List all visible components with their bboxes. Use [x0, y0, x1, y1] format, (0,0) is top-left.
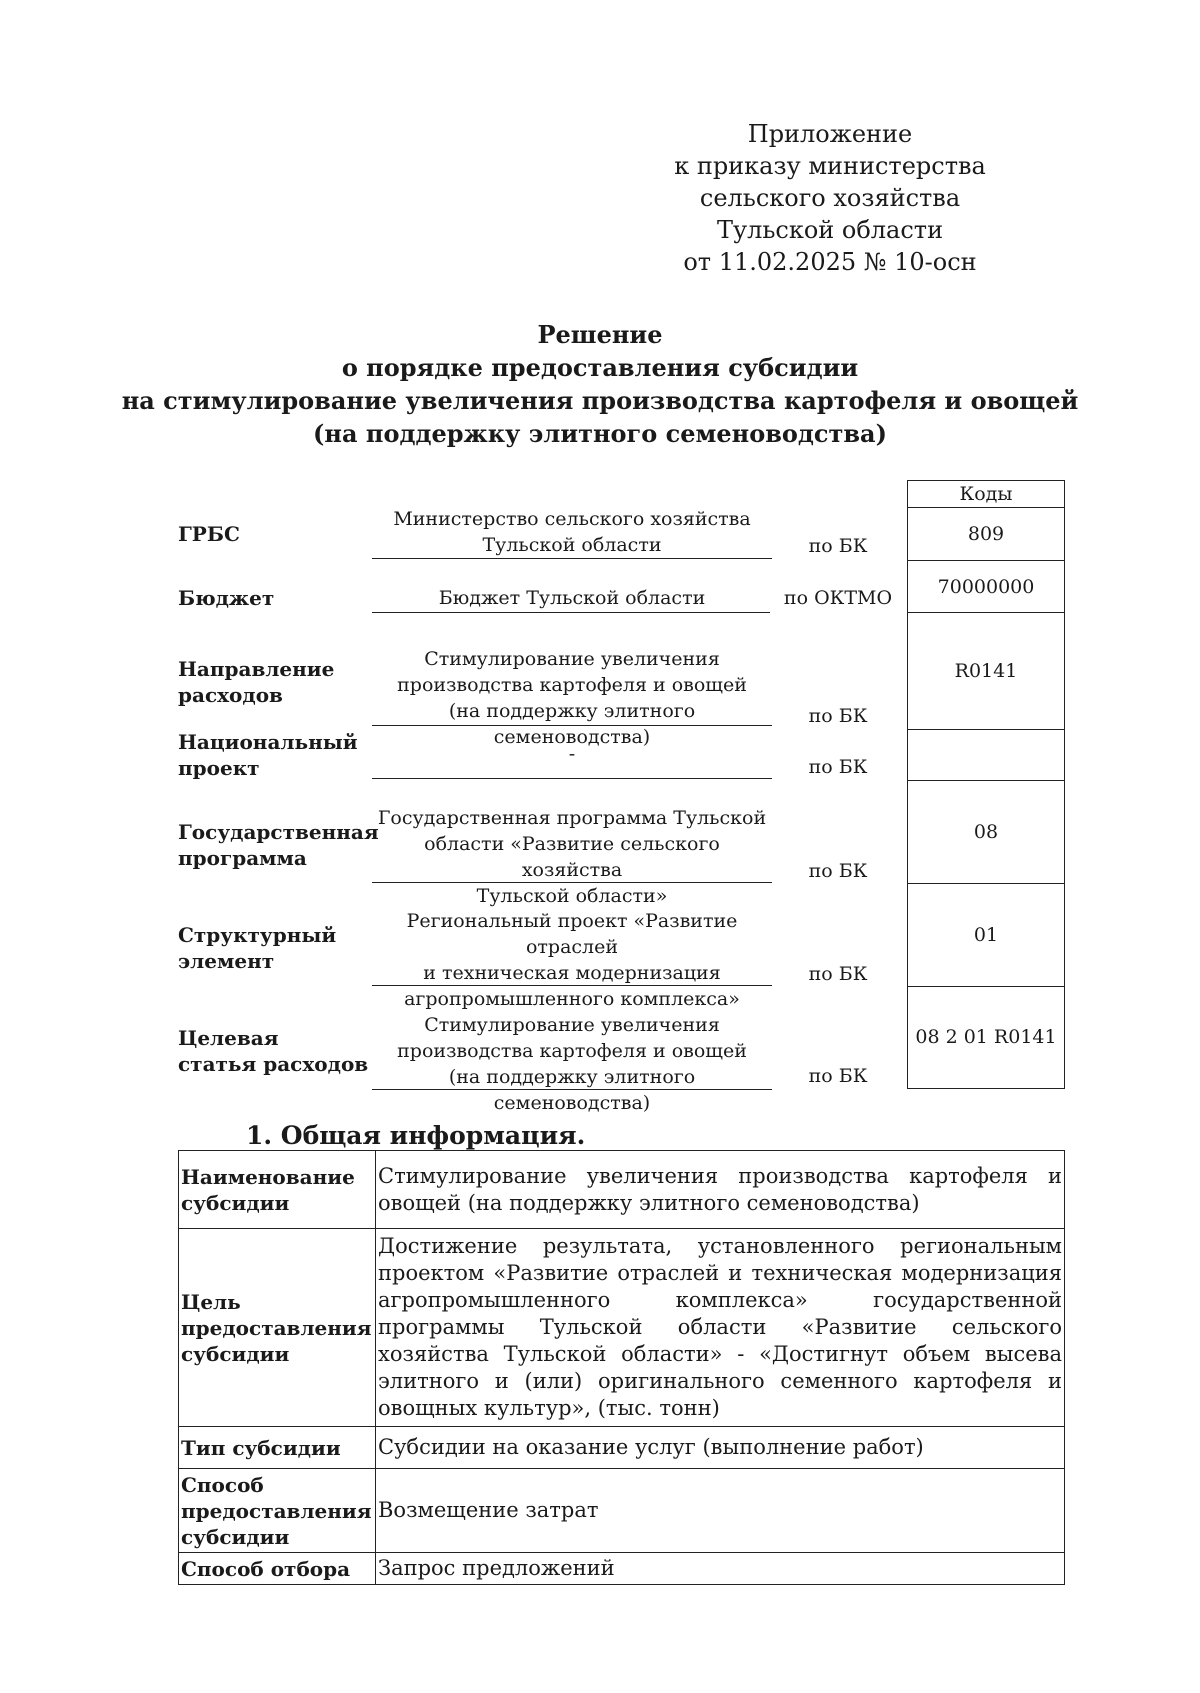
header-label-national-project: Национальный проект: [178, 730, 358, 780]
info-value: Субсидии на оказание услуг (выполнение работ): [376, 1427, 1065, 1469]
codes-table: [907, 480, 1065, 1089]
header-label-grbs: ГРБС: [178, 522, 240, 546]
header-value-structural-element: Региональный проект «Развитие отраслей и техническая модернизация агропромышленного комплекса»: [404, 910, 740, 1010]
table-row: [179, 1151, 1065, 1229]
info-value: Возмещение затрат: [376, 1469, 1065, 1553]
title-line: (на поддержку элитного семеноводства): [313, 419, 887, 448]
section-heading: 1. Общая информация.: [246, 1121, 586, 1150]
code-cell-national-project: [908, 729, 1064, 780]
code-cell-grbs: 809: [908, 507, 1064, 560]
codes-header: Коды: [959, 483, 1013, 505]
info-key: Способ предоставления субсидии: [179, 1469, 376, 1553]
table-row: [179, 1553, 1065, 1585]
general-info-table: [178, 1150, 1065, 1585]
title-line: Решение: [537, 320, 663, 349]
header-label-budget: Бюджет: [178, 586, 275, 610]
header-by-label: по БК: [808, 1065, 868, 1087]
header-value-grbs: Министерство сельского хозяйства Тульской области: [393, 508, 751, 556]
info-value: Запрос предложений: [376, 1553, 1065, 1585]
appendix-block: [640, 118, 1020, 278]
header-underline: [372, 1089, 772, 1090]
header-by-label: по БК: [808, 963, 868, 985]
header-by-label: по ОКТМО: [783, 587, 893, 609]
header-value-state-program: Государственная программа Тульской области «Развитие сельского хозяйства Тульской области»: [377, 807, 767, 907]
header-underline: [372, 778, 772, 779]
table-row: [179, 1427, 1065, 1469]
title-line: на стимулирование увеличения производства картофеля и овощей: [121, 386, 1079, 415]
header-by-label: по БК: [808, 705, 868, 727]
header-underline: [372, 612, 770, 613]
code-cell-target-article: 08 2 01 R0141: [908, 986, 1064, 1087]
info-key: Цель предоставления субсидии: [179, 1229, 376, 1427]
info-key: Способ отбора: [179, 1553, 376, 1585]
code-cell-structural-element: 01: [908, 883, 1064, 986]
title-line: о порядке предоставления субсидии: [341, 353, 859, 382]
appendix-date-number: от 11.02.2025 № 10-осн: [683, 248, 977, 276]
info-value: Стимулирование увеличения производства картофеля и овощей (на поддержку элитного семеноводства): [376, 1151, 1065, 1229]
header-label-target-article: Целевая статья расходов: [178, 1026, 369, 1076]
header-by-label: по БК: [808, 535, 868, 557]
header-value-direction: Стимулирование увеличения производства картофеля и овощей (на поддержку элитного семеноводства): [397, 648, 747, 748]
header-value-target-article: Стимулирование увеличения производства картофеля и овощей (на поддержку элитного семеноводства): [397, 1014, 747, 1114]
header-underline: [372, 558, 772, 559]
code-cell-state-program: 08: [908, 780, 1064, 883]
header-label-direction: Направление расходов: [178, 657, 335, 707]
header-label-state-program: Государственная программа: [178, 820, 379, 870]
info-value: Достижение результата, установленного региональным проектом «Развитие отраслей и техническая модернизация агропромышленного комплекса» государственной программы Тульской области «Развитие сельского хозяйства Тульской области» - «Достигнут объем высева элитного и (или) оригинального семенного картофеля и овощных культур», (тыс. тонн): [376, 1229, 1065, 1427]
appendix-line: к приказу министерства: [674, 152, 986, 180]
header-underline: [372, 985, 772, 986]
header-by-label: по БК: [808, 756, 868, 778]
appendix-line: Тульской области: [716, 216, 944, 244]
header-underline: [372, 725, 772, 726]
header-label-structural-element: Структурный элемент: [178, 923, 337, 973]
appendix-line: Приложение: [747, 120, 913, 148]
header-value-national-project: -: [568, 743, 576, 765]
header-value-budget: Бюджет Тульской области: [438, 587, 706, 609]
table-row: [179, 1469, 1065, 1553]
header-by-label: по БК: [808, 860, 868, 882]
appendix-line: сельского хозяйства: [699, 184, 961, 212]
code-cell-direction: R0141: [908, 612, 1064, 729]
header-underline: [372, 882, 772, 883]
document-title: [100, 318, 1100, 450]
info-key: Тип субсидии: [179, 1427, 376, 1469]
code-cell-budget: 70000000: [908, 560, 1064, 612]
info-key: Наименование субсидии: [179, 1151, 376, 1229]
table-row: [179, 1229, 1065, 1427]
